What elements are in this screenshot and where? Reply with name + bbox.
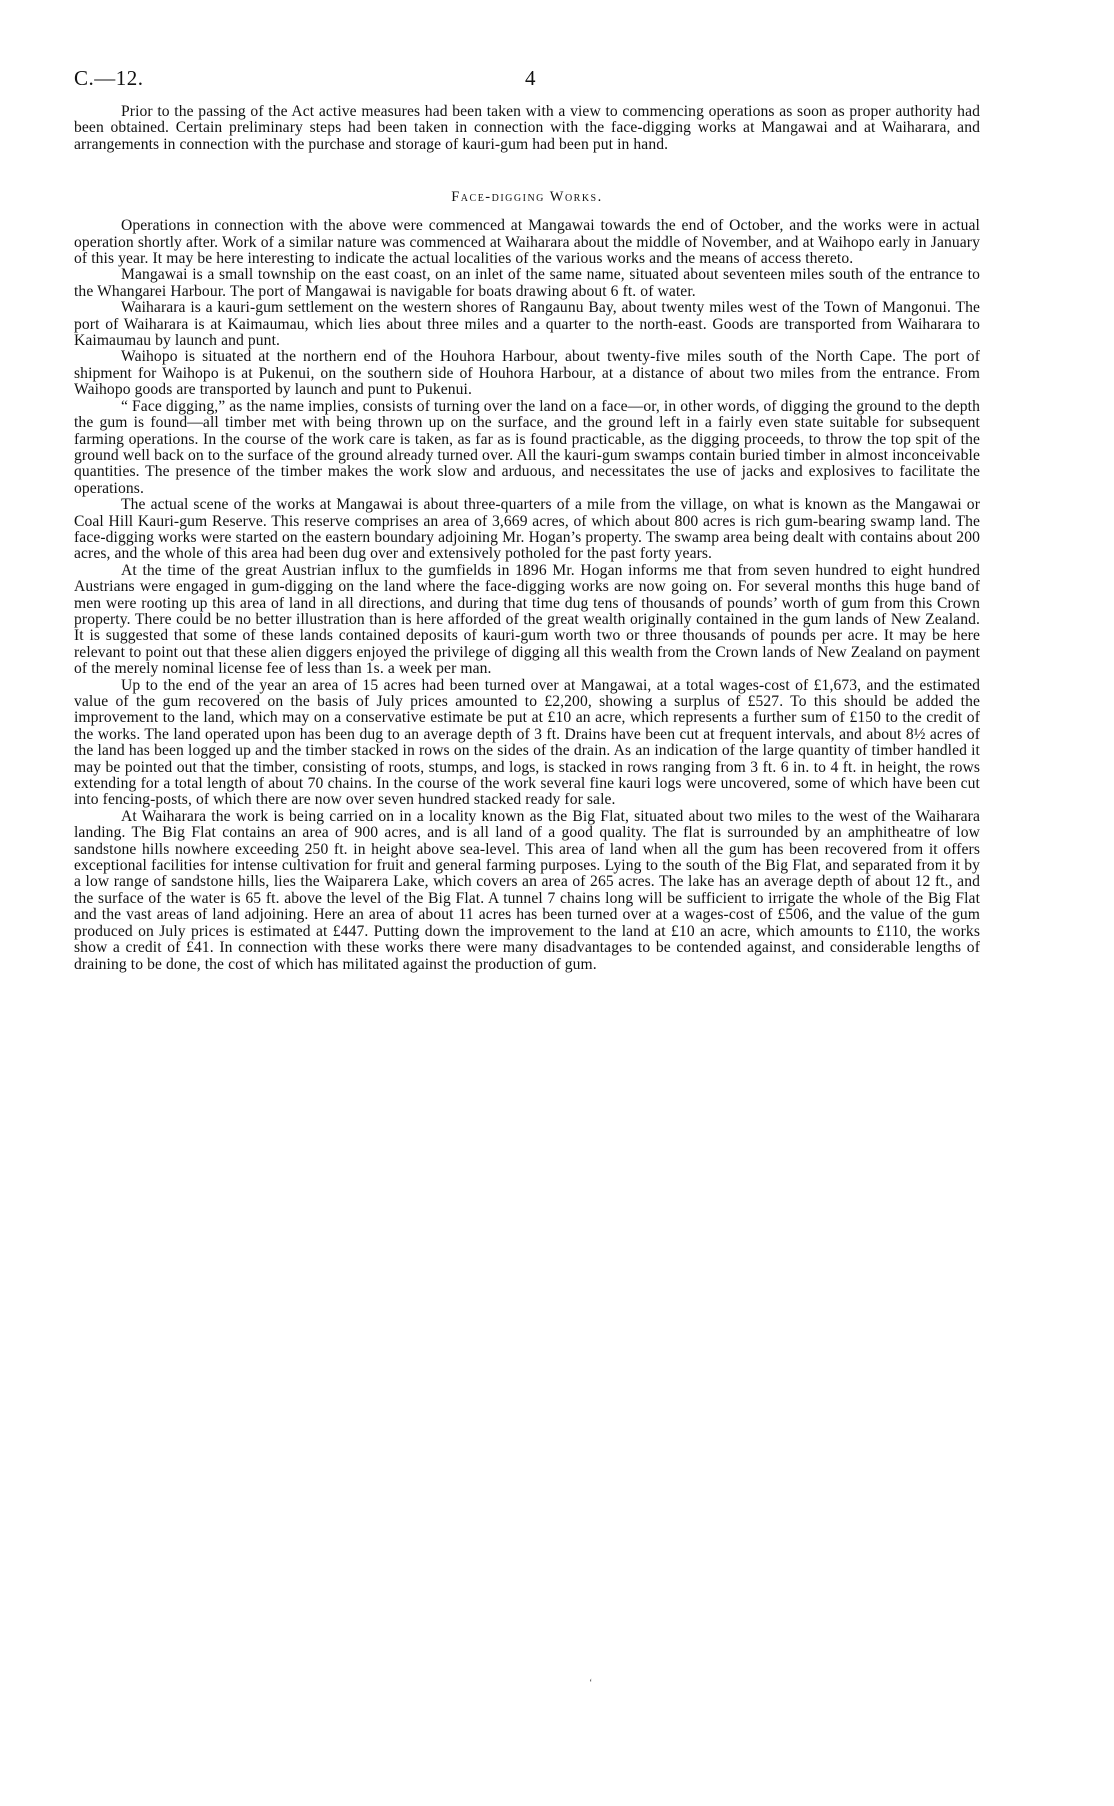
document-reference: C.—12. bbox=[74, 66, 144, 90]
paragraph-waiharara-results: At Waiharara the work is being carried on in a locality known as the Big Flat, situated about two miles to the west of the Waiharara landing. The Big Flat contains an area of 900 acres, and is all land of a good quality. The flat is surrounded by an amphitheatre of low sandstone hills nowhere exceeding 250 ft. in height above sea-level. This area of land when all the gum has been recovered from it offers exceptional facilities for intense cultivation for fruit and general farming purposes. Lying to the south of the Big Flat, and separated from it by a low range of sandstone hills, lies the Waiparera Lake, which covers an area of 265 acres. The lake has an average depth of about 12 ft., and the surface of the water is 65 ft. above the level of the Big Flat. A tunnel 7 chains long will be sufficient to irrigate the whole of the Big Flat and the vast areas of land adjoining. Here an area of about 11 acres has been turned over at a wages-cost of £506, and the value of the gum produced on July prices is estimated at £447. Putting down the improvement to the land at £10 an acre, which amounts to £110, the works show a credit of £41. In connection with these works there were many disadvantages to be contended against, and considerable lengths of draining to be done, the cost of which has militated against the production of gum. bbox=[74, 807, 980, 973]
section-heading: Face-digging Works. bbox=[451, 189, 603, 206]
paragraph-austrian-influx: At the time of the great Austrian influx to the gumfields in 1896 Mr. Hogan informs me that from seven hundred to eight hundred Austrians were engaged in gum-digging on the land where the face-digging works are now going on. For several months this huge band of men were rooting up this area of land in all directions, and during that time dug tens of thousands of pounds’ worth of gum from this Crown property. There could be no better illustration than is here afforded of the great wealth originally contained in the gum lands of New Zealand. It is suggested that some of these lands contained deposits of kauri-gum worth two or three thousands of pounds per acre. It may be here relevant to point out that these alien diggers enjoyed the privilege of digging all this wealth from the Crown lands of New Zealand on payment of the merely nominal license fee of less than 1s. a week per man. bbox=[74, 561, 980, 678]
paragraph-waiharara: Waiharara is a kauri-gum settlement on the western shores of Rangaunu Bay, about twenty miles west of the Town of Mangonui. The port of Waiharara is at Kaimaumau, which lies about three miles and a quarter to the north-east. Goods are transported from Waiharara to Kaimaumau by launch and punt. bbox=[74, 299, 980, 350]
paragraph-mangawai-scene: The actual scene of the works at Mangawai is about three-quarters of a mile from the village, on what is known as the Mangawai or Coal Hill Kauri-gum Reserve. This reserve comprises an area of 3,669 acres, of which about 800 acres is rich gum-bearing swamp land. The face-digging works were started on the eastern boundary adjoining Mr. Hogan’s property. The swamp area being dealt with contains about 200 acres, and the whole of this area had been dug over and extensively potholed for the past forty years. bbox=[74, 496, 980, 563]
paragraph-operations: Operations in connection with the above were commenced at Mangawai towards the end of October, and the works were in actual operation shortly after. Work of a similar nature was commenced at Waiharara about the middle of November, and at Waihopo early in January of this year. It may be here interesting to indicate the actual localities of the various works and the means of access thereto. bbox=[74, 217, 980, 268]
page-header bbox=[74, 58, 980, 104]
page-number: 4 bbox=[525, 66, 536, 90]
intro-paragraph: Prior to the passing of the Act active measures had been taken with a view to commencing operations as soon as proper authority had been obtained. Certain preliminary steps had been taken in connection with the face-digging works at Mangawai and at Waiharara, and arrangements in connection with the purchase and storage of kauri-gum had been put in hand. bbox=[74, 103, 980, 153]
document-page bbox=[74, 58, 980, 973]
footer-mark: ‘ bbox=[589, 1678, 593, 1689]
paragraph-face-digging: “ Face digging,” as the name implies, consists of turning over the land on a face—or, in other words, of digging the ground to the depth the gum is found—all timber met with being thrown up on the surface, and the ground left in a fairly even state suitable for subsequent farming operations. In the course of the work care is taken, as far as is found practicable, as the digging proceeds, to throw the top spit of the ground well back on to the surface of the ground already turned over. All the kauri-gum swamps contain buried timber in almost inconceivable quantities. The presence of the timber makes the work slow and arduous, and necessitates the use of jacks and explosives to facilitate the operations. bbox=[74, 397, 980, 497]
paragraph-waihopo: Waihopo is situated at the northern end of the Houhora Harbour, about twenty-five miles south of the North Cape. The port of shipment for Waihopo is at Pukenui, on the southern side of Houhora Harbour, at a distance of about two miles from the entrance. From Waihopo goods are transported by launch and punt to Pukenui. bbox=[74, 348, 980, 399]
paragraph-mangawai-results: Up to the end of the year an area of 15 acres had been turned over at Mangawai, at a total wages-cost of £1,673, and the estimated value of the gum recovered on the basis of July prices amounted to £2,200, showing a surplus of £527. To this should be added the improvement to the land, which may on a conservative estimate be put at £10 an acre, which represents a further sum of £150 to the credit of the works. The land operated upon has been dug to an average depth of 3 ft. Drains have been cut at frequent intervals, and about 8½ acres of the land has been logged up and the timber stacked in rows on the sides of the drain. As an indication of the large quantity of timber handled it may be pointed out that the timber, consisting of roots, stumps, and logs, is stacked in rows ranging from 3 ft. 6 in. to 4 ft. in height, the rows extending for a total length of about 70 chains. In the course of the work several fine kauri logs were uncovered, some of which have been cut into fencing-posts, of which there are now over seven hundred stacked ready for sale. bbox=[74, 676, 980, 809]
paragraph-mangawai: Mangawai is a small township on the east coast, on an inlet of the same name, situated about seventeen miles south of the entrance to the Whangarei Harbour. The port of Mangawai is navigable for boats drawing about 6 ft. of water. bbox=[74, 266, 980, 300]
